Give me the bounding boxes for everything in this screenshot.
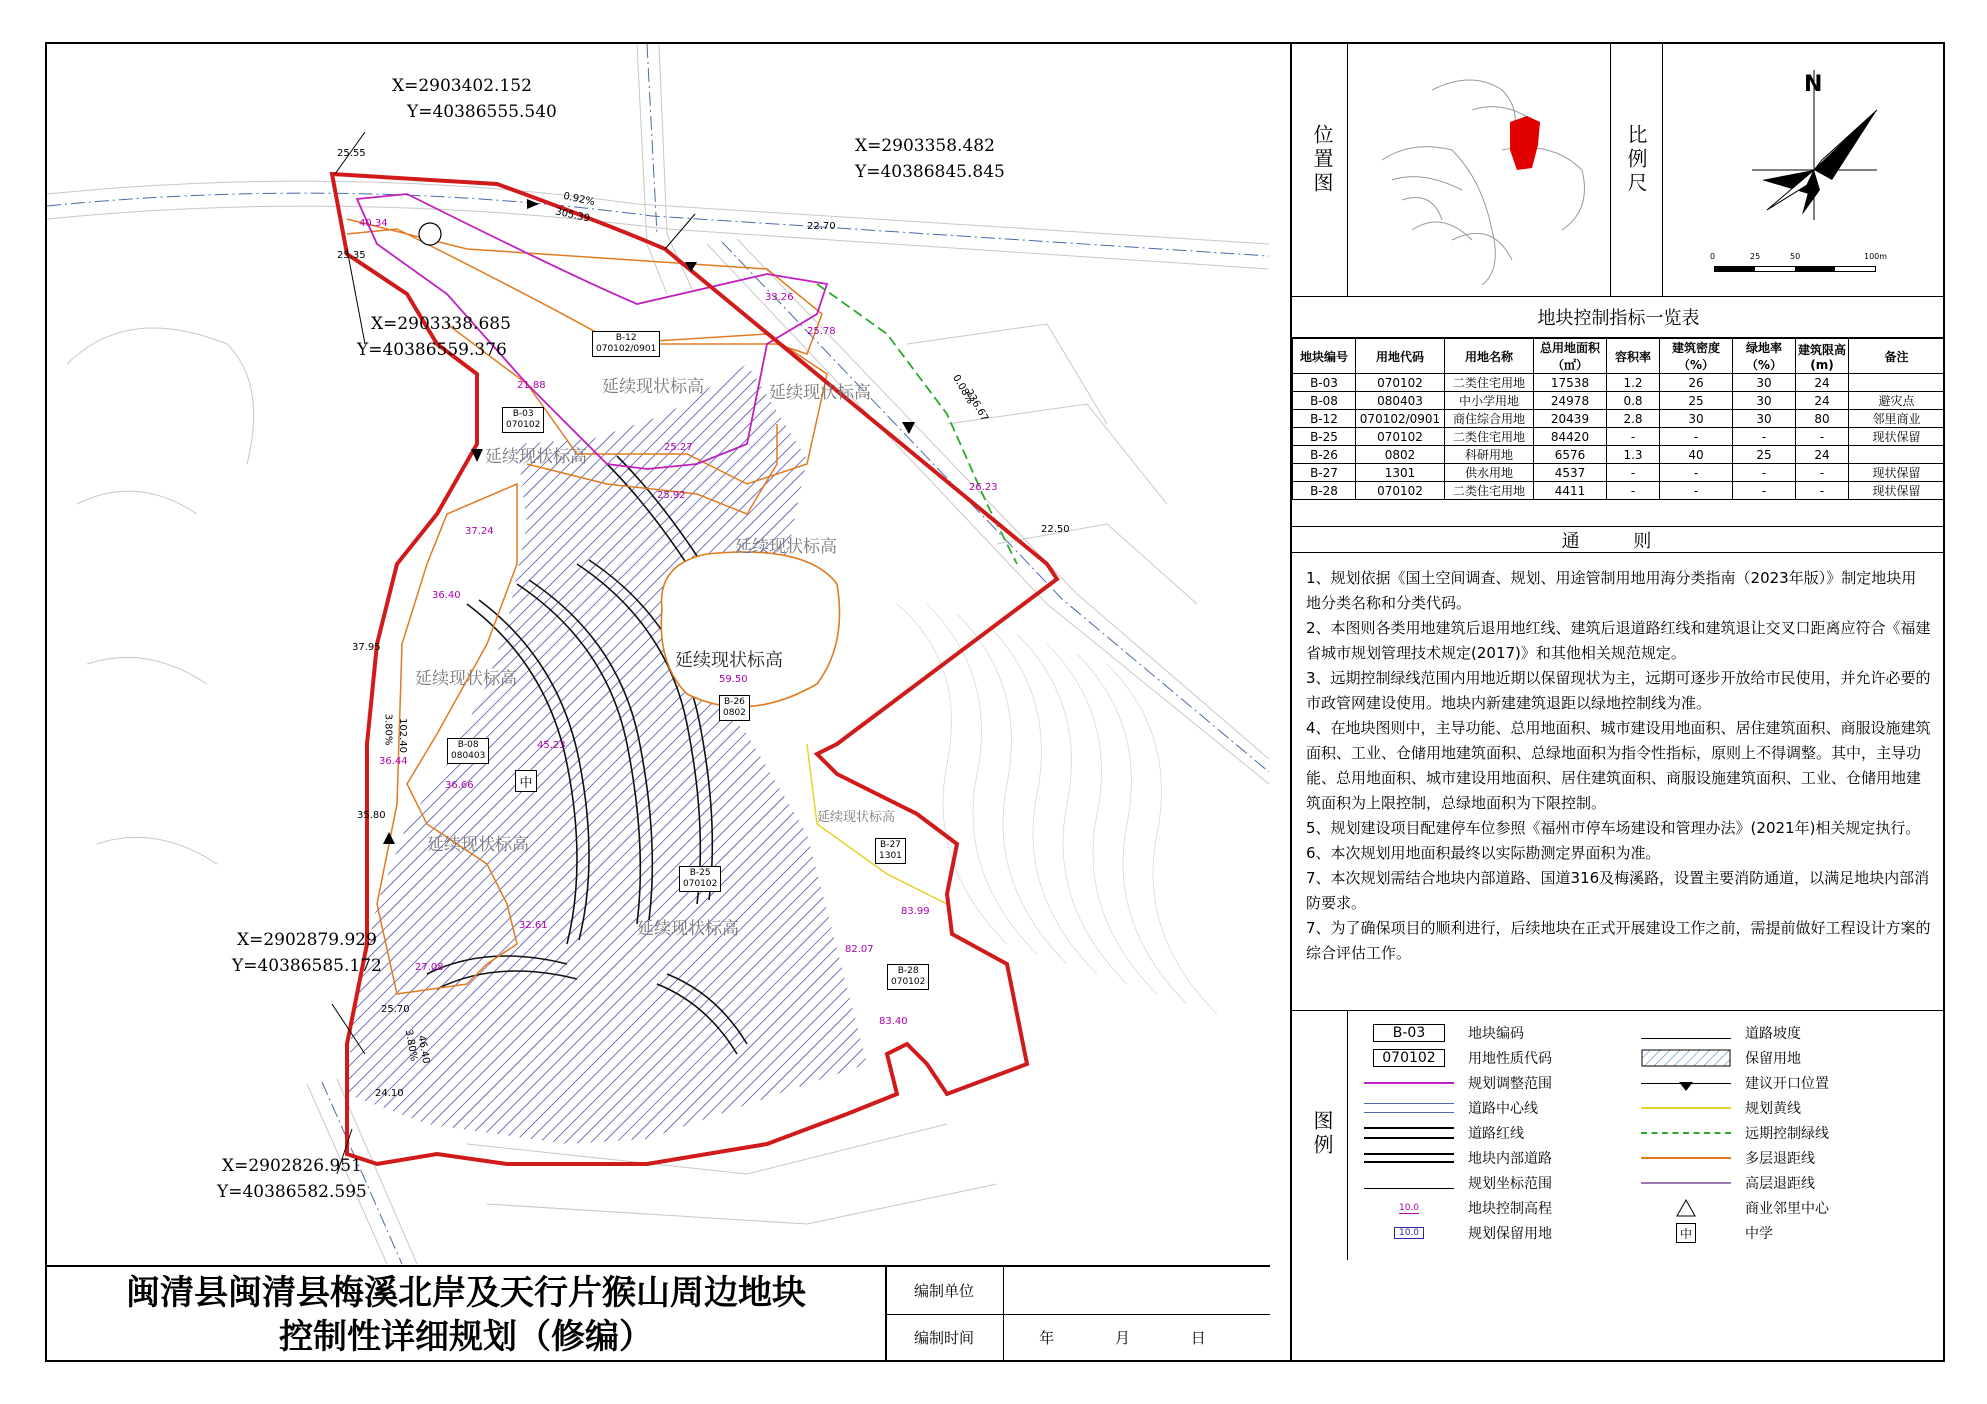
- legend-symbol: [1360, 1223, 1458, 1243]
- elevation-label: 35.80: [357, 810, 386, 821]
- index-table-cell: 二类住宅用地: [1445, 374, 1534, 392]
- index-table-row: [1293, 464, 1945, 482]
- index-table-cell: -: [1733, 428, 1796, 446]
- parcel-code: 070102/0901: [596, 344, 657, 354]
- road-length-label: 236.67: [962, 387, 991, 424]
- index-table-row: [1293, 374, 1945, 392]
- rules-list: [1306, 566, 1931, 966]
- parcel-code: 080403: [451, 751, 486, 761]
- index-table-cell: 4411: [1534, 482, 1607, 500]
- scale-label: 比例尺: [1624, 124, 1648, 196]
- existing-height-label: 延续现状标高: [427, 835, 529, 855]
- index-table-cell: 0.8: [1607, 392, 1660, 410]
- legend-label: 规划保留用地: [1468, 1226, 1552, 1242]
- commercial-center-marker: [419, 223, 441, 245]
- legend-item-right: [1637, 1147, 1815, 1169]
- index-table-cell: 4537: [1534, 464, 1607, 482]
- col-header: 备注: [1849, 339, 1945, 374]
- parcel-code: 1301: [879, 851, 902, 861]
- index-table-cell: 24978: [1534, 392, 1607, 410]
- legend-item-right: [1637, 1072, 1829, 1094]
- legend-label: 地块编码: [1468, 1026, 1524, 1042]
- index-table-cell: -: [1733, 482, 1796, 500]
- parcel-code: 070102: [506, 420, 541, 430]
- legend-label: 道路中心线: [1468, 1101, 1538, 1117]
- index-table-cell: 20439: [1534, 410, 1607, 428]
- index-table-header: [1293, 339, 1945, 374]
- index-table-cell: -: [1733, 464, 1796, 482]
- legend-label: 高层退距线: [1745, 1176, 1815, 1192]
- index-table-cell: 商住综合用地: [1445, 410, 1534, 428]
- elevation-label: 22.70: [807, 221, 836, 232]
- road-length-label: 46.40: [415, 1034, 432, 1065]
- elevation-label: 83.99: [901, 906, 930, 917]
- index-table-row: [1293, 482, 1945, 500]
- rule-item: 2、本图则各类用地建筑后退用地红线、建筑后退道路红线和建筑退让交叉口距离应符合《福建省城市规划管理技术规定(2017)》和其他相关规范规定。: [1306, 619, 1931, 662]
- elevation-label: 26.23: [969, 482, 998, 493]
- elevation-label: 33.26: [765, 292, 794, 303]
- index-table-cell: 26: [1660, 374, 1733, 392]
- legend-label: 规划坐标范围: [1468, 1176, 1552, 1192]
- index-table-cell: 邻里商业: [1849, 410, 1945, 428]
- legend-symbol: [1637, 1148, 1735, 1168]
- index-table-title: 地块控制指标一览表: [1292, 296, 1945, 338]
- index-table-cell: 070102/0901: [1356, 410, 1445, 428]
- elevation-label: 25.35: [337, 250, 366, 261]
- parcel-code: 070102: [683, 879, 718, 889]
- parcel-b08[interactable]: [447, 738, 489, 764]
- index-table-cell: 070102: [1356, 482, 1445, 500]
- drawing-title: [47, 1267, 887, 1362]
- existing-height-label: 延续现状标高: [769, 383, 871, 403]
- existing-height-label-b26: 延续现状标高: [675, 650, 783, 671]
- parcel-code: 0802: [723, 708, 746, 718]
- parcel-id: B-26: [724, 697, 745, 707]
- coord-4-x: X=2902879.929: [237, 930, 377, 950]
- legend-label: 商业邻里中心: [1745, 1201, 1829, 1217]
- legend-item-right: [1637, 1022, 1801, 1044]
- legend-label: 中学: [1745, 1226, 1773, 1242]
- legend-symbol: [1360, 1198, 1458, 1218]
- index-table-cell: -: [1796, 482, 1849, 500]
- coord-3-y: Y=40386559.376: [357, 340, 507, 360]
- parcel-id: B-27: [880, 840, 901, 850]
- road-slope-label: 0.92%: [562, 190, 596, 209]
- legend-label: 道路坡度: [1745, 1026, 1801, 1042]
- index-table-cell: 30: [1733, 374, 1796, 392]
- col-header: 地块编号: [1293, 339, 1356, 374]
- meta-unit-value: [1003, 1267, 1270, 1314]
- road-length-label: 305.39: [554, 206, 591, 225]
- legend-label: 规划黄线: [1745, 1101, 1801, 1117]
- legend-symbol: [1360, 1123, 1458, 1143]
- location-scale-section: [1292, 44, 1945, 297]
- index-table-cell: -: [1607, 482, 1660, 500]
- index-table-cell: 避灾点: [1849, 392, 1945, 410]
- parcel-id: B-03: [512, 409, 534, 419]
- parcel-b26[interactable]: [719, 695, 750, 721]
- index-table-cell: 080403: [1356, 392, 1445, 410]
- index-table-cell: 1301: [1356, 464, 1445, 482]
- legend-label: 地块内部道路: [1468, 1151, 1552, 1167]
- legend-symbol: [1637, 1023, 1735, 1043]
- meta-row-time: [885, 1314, 1270, 1361]
- index-table-cell: -: [1607, 464, 1660, 482]
- index-table-cell: 30: [1733, 392, 1796, 410]
- index-table-cell: B-26: [1293, 446, 1356, 464]
- elevation-label: 36.44: [379, 756, 408, 767]
- parcel-id: B-28: [897, 966, 919, 976]
- legend-item-right: [1637, 1047, 1801, 1069]
- elevation-label: 83.40: [879, 1016, 908, 1027]
- index-table-cell: 1.2: [1607, 374, 1660, 392]
- legend-symbol: [1637, 1123, 1735, 1143]
- meta-time-label: 编制时间: [885, 1314, 1004, 1361]
- index-table-cell: B-25: [1293, 428, 1356, 446]
- rule-item: 3、远期控制绿线范围内用地近期以保留现状为主，远期可逐步开放给市民使用，并允许必要的市政管网建设使用。地块内新建建筑退距以绿地控制线为准。: [1306, 669, 1931, 712]
- col-header: 建筑密度（%）: [1660, 339, 1733, 374]
- legend-symbol: [1637, 1098, 1735, 1118]
- existing-height-label: 延续现状标高: [415, 669, 517, 689]
- right-panel: [1290, 44, 1945, 1360]
- elevation-label: 25.70: [381, 1004, 410, 1015]
- index-table-cell: 现状保留: [1849, 428, 1945, 446]
- index-table-cell: 24: [1796, 392, 1849, 410]
- scale-tick: 25: [1750, 252, 1761, 261]
- index-table-cell: 25: [1733, 446, 1796, 464]
- index-table-cell: 供水用地: [1445, 464, 1534, 482]
- col-header: 用地名称: [1445, 339, 1534, 374]
- elevation-label: 37.95: [352, 642, 381, 653]
- coord-1-x: X=2903402.152: [392, 76, 532, 96]
- legend-symbol: [1360, 1023, 1458, 1043]
- legend-symbol: [1637, 1198, 1735, 1218]
- index-table-cell: 40: [1660, 446, 1733, 464]
- scale-tick: 100m: [1864, 252, 1888, 261]
- parcel-b03[interactable]: [502, 407, 544, 433]
- site-location-marker: [1510, 116, 1540, 170]
- legend-symbol-text: 070102: [1373, 1049, 1445, 1067]
- rule-item: 1、规划依据《国土空间调查、规划、用途管制用地用海分类指南（2023年版）》制定地块用地分类名称和分类代码。: [1306, 569, 1917, 612]
- coord-5-y: Y=40386582.595: [217, 1182, 367, 1202]
- legend-item-left: [1360, 1072, 1552, 1094]
- index-table-row: [1293, 410, 1945, 428]
- elevation-label: 24.10: [375, 1088, 404, 1099]
- legend-symbol: [1637, 1173, 1735, 1193]
- existing-height-label: 延续现状标高: [817, 810, 896, 825]
- rules-title: 通 则: [1292, 526, 1945, 553]
- existing-height-label: 延续现状标高: [602, 377, 704, 397]
- location-map-label: 位置图: [1310, 124, 1334, 196]
- index-table-cell: -: [1796, 428, 1849, 446]
- index-table-cell: -: [1796, 464, 1849, 482]
- legend-label: 保留用地: [1745, 1051, 1801, 1067]
- legend-label: 用地性质代码: [1468, 1051, 1552, 1067]
- legend-item-left: [1360, 1197, 1552, 1219]
- col-header: 用地代码: [1356, 339, 1445, 374]
- index-table-section: [1292, 296, 1945, 553]
- legend-symbol-text: 10.0: [1394, 1227, 1424, 1239]
- legend-label: 地块控制高程: [1468, 1201, 1552, 1217]
- legend-item-left: [1360, 1222, 1552, 1244]
- index-table-cell: 现状保留: [1849, 482, 1945, 500]
- index-table-cell: -: [1660, 428, 1733, 446]
- parcel-id: B-08: [457, 740, 479, 750]
- index-table-cell: B-28: [1293, 482, 1356, 500]
- index-table-cell: 1.3: [1607, 446, 1660, 464]
- index-table-cell: B-08: [1293, 392, 1356, 410]
- legend-section: [1292, 1010, 1945, 1360]
- legend-item-left: [1360, 1047, 1552, 1069]
- index-table-cell: 84420: [1534, 428, 1607, 446]
- index-table-cell: 80: [1796, 410, 1849, 428]
- index-table-cell: 17538: [1534, 374, 1607, 392]
- elevation-label: 45.23: [537, 740, 566, 751]
- index-table-cell: -: [1660, 482, 1733, 500]
- index-table-cell: 科研用地: [1445, 446, 1534, 464]
- legend-item-left: [1360, 1122, 1524, 1144]
- legend-symbol-text: 中: [1676, 1223, 1696, 1243]
- elevation-label: 25.92: [657, 490, 686, 501]
- legend-label: 规划调整范围: [1468, 1076, 1552, 1092]
- index-table: [1292, 338, 1945, 500]
- scale-tick: 0: [1710, 252, 1716, 261]
- rule-item: 5、规划建设项目配建停车位参照《福州市停车场建设和管理办法》(2021年)相关规定执行。: [1306, 819, 1921, 837]
- drawing-title-line1: 闽清县闽清县梅溪北岸及天行片猴山周边地块: [126, 1272, 806, 1313]
- index-table-cell: 25: [1660, 392, 1733, 410]
- parcel-code: 070102: [891, 977, 926, 987]
- index-table-row: [1293, 428, 1945, 446]
- legend-symbol: [1360, 1148, 1458, 1168]
- meta-table: [885, 1267, 1270, 1362]
- col-header: 建筑限高(m): [1796, 339, 1849, 374]
- title-block: [47, 1265, 1270, 1362]
- legend-label: 建议开口位置: [1745, 1076, 1829, 1092]
- elevation-label: 32.61: [519, 920, 548, 931]
- location-map: [1352, 50, 1607, 290]
- existing-height-label: 延续现状标高: [735, 537, 837, 557]
- parcel-b12[interactable]: [592, 331, 660, 357]
- elevation-label: 36.66: [445, 780, 474, 791]
- elevation-label: 27.08: [415, 962, 444, 973]
- rule-item: 6、本次规划用地面积最终以实际勘测定界面积为准。: [1306, 844, 1661, 862]
- index-table-cell: 24: [1796, 446, 1849, 464]
- index-table-cell: [1849, 446, 1945, 464]
- legend-symbol: [1360, 1048, 1458, 1068]
- legend-label: 远期控制绿线: [1745, 1126, 1829, 1142]
- index-table-cell: 二类住宅用地: [1445, 482, 1534, 500]
- col-header: 容积率: [1607, 339, 1660, 374]
- index-table-cell: 30: [1660, 410, 1733, 428]
- legend-item-right: [1637, 1222, 1773, 1244]
- index-table-cell: 070102: [1356, 428, 1445, 446]
- meta-time-value: 年 月 日: [1039, 1329, 1234, 1347]
- index-table-row: [1293, 392, 1945, 410]
- index-table-row: [1293, 446, 1945, 464]
- legend-label: 多层退距线: [1745, 1151, 1815, 1167]
- legend-item-left: [1360, 1147, 1552, 1169]
- plan-map: [47, 44, 1269, 1264]
- drawing-title-line2: 控制性详细规划（修编）: [279, 1316, 653, 1357]
- existing-height-label: 延续现状标高: [637, 919, 739, 939]
- coord-5-x: X=2902826.951: [222, 1156, 362, 1176]
- col-header: 绿地率（%）: [1733, 339, 1796, 374]
- coord-2-x: X=2903358.482: [855, 136, 995, 156]
- legend-label: 图例: [1310, 1110, 1334, 1158]
- index-table-cell: 二类住宅用地: [1445, 428, 1534, 446]
- col-header: 总用地面积（㎡）: [1534, 339, 1607, 374]
- legend-item-right: [1637, 1122, 1829, 1144]
- road-slope-label: 3.80%: [402, 1028, 420, 1063]
- rules-section: [1292, 552, 1945, 1011]
- rule-item: 7、为了确保项目的顺利进行，后续地块在正式开展建设工作之前，需提前做好工程设计方案的综合评估工作。: [1306, 919, 1931, 962]
- road-length-label: 102.40: [397, 718, 408, 753]
- legend-item-right: [1637, 1197, 1829, 1219]
- index-table-cell: B-27: [1293, 464, 1356, 482]
- elevation-label: 82.07: [845, 944, 874, 955]
- parcel-id: B-12: [615, 333, 637, 343]
- school-marker: 中: [515, 770, 537, 792]
- index-table-cell: 070102: [1356, 374, 1445, 392]
- legend-symbol: [1360, 1073, 1458, 1093]
- legend-symbol-text: B-03: [1373, 1024, 1445, 1042]
- legend-symbol: [1637, 1223, 1735, 1243]
- elevation-label: 25.27: [664, 442, 693, 453]
- legend-label: 道路红线: [1468, 1126, 1524, 1142]
- road-slope-label: 0.08%: [950, 372, 976, 407]
- coord-3-x: X=2903338.685: [371, 314, 511, 334]
- plan-map-svg: [47, 44, 1269, 1264]
- legend-symbol: [1637, 1048, 1735, 1068]
- legend-symbol: [1360, 1173, 1458, 1193]
- meta-unit-label: 编制单位: [885, 1267, 1004, 1314]
- existing-height-label: 延续现状标高: [485, 447, 587, 467]
- index-table-cell: B-12: [1293, 410, 1356, 428]
- legend-item-left: [1360, 1172, 1552, 1194]
- elevation-label: 22.50: [1041, 524, 1070, 535]
- parcel-b28[interactable]: [887, 964, 929, 990]
- legend-symbol: [1637, 1073, 1735, 1093]
- index-table-cell: [1849, 374, 1945, 392]
- legend-item-left: [1360, 1097, 1538, 1119]
- index-table-cell: -: [1660, 464, 1733, 482]
- elevation-label: 25.55: [337, 148, 366, 159]
- coord-1-y: Y=40386555.540: [407, 102, 557, 122]
- parcel-b27[interactable]: [875, 838, 906, 864]
- north-label: N: [1804, 72, 1823, 97]
- index-table-cell: 中小学用地: [1445, 392, 1534, 410]
- index-table-cell: -: [1607, 428, 1660, 446]
- legend-item-right: [1637, 1097, 1801, 1119]
- scale-tick: 50: [1790, 252, 1801, 261]
- elevation-label: 36.40: [432, 590, 461, 601]
- elevation-label: 40.34: [359, 218, 388, 229]
- index-table-cell: 30: [1733, 410, 1796, 428]
- elevation-label: 25.78: [807, 326, 836, 337]
- rule-item: 4、在地块图则中，主导功能、总用地面积、城市建设用地面积、居住建筑面积、商服设施建筑面积、工业、仓储用地建筑面积、总绿地面积为指令性指标，原则上不得调整。其中，主导功能、总用地面积、城市建设用地面积、居住建筑面积、商服设施建筑面积、工业、仓储用地建筑面积为上限控制，总绿地面积为下限控制。: [1306, 719, 1931, 812]
- parcel-b25[interactable]: [679, 866, 721, 892]
- coord-2-y: Y=40386845.845: [855, 162, 1005, 182]
- elevation-label: 37.24: [465, 526, 494, 537]
- legend-item-right: [1637, 1172, 1815, 1194]
- index-table-cell: 现状保留: [1849, 464, 1945, 482]
- coord-4-y: Y=40386585.172: [232, 956, 382, 976]
- parcel-id: B-25: [689, 868, 711, 878]
- legend-item-left: [1360, 1022, 1524, 1044]
- index-table-cell: 0802: [1356, 446, 1445, 464]
- elevation-label: 21.88: [517, 380, 546, 391]
- index-table-cell: 2.8: [1607, 410, 1660, 428]
- index-table-cell: B-03: [1293, 374, 1356, 392]
- legend-symbol: [1360, 1098, 1458, 1118]
- legend-symbol-text: 10.0: [1398, 1202, 1420, 1213]
- road-slope-label: 3.80%: [382, 713, 394, 746]
- meta-row-unit: [885, 1267, 1270, 1315]
- rule-item: 7、本次规划需结合地块内部道路、国道316及梅溪路，设置主要消防通道，以满足地块内部消防要求。: [1306, 869, 1930, 912]
- index-table-cell: 24: [1796, 374, 1849, 392]
- index-table-cell: 6576: [1534, 446, 1607, 464]
- scale-bar: [1714, 266, 1876, 272]
- elevation-label: 59.50: [719, 674, 748, 685]
